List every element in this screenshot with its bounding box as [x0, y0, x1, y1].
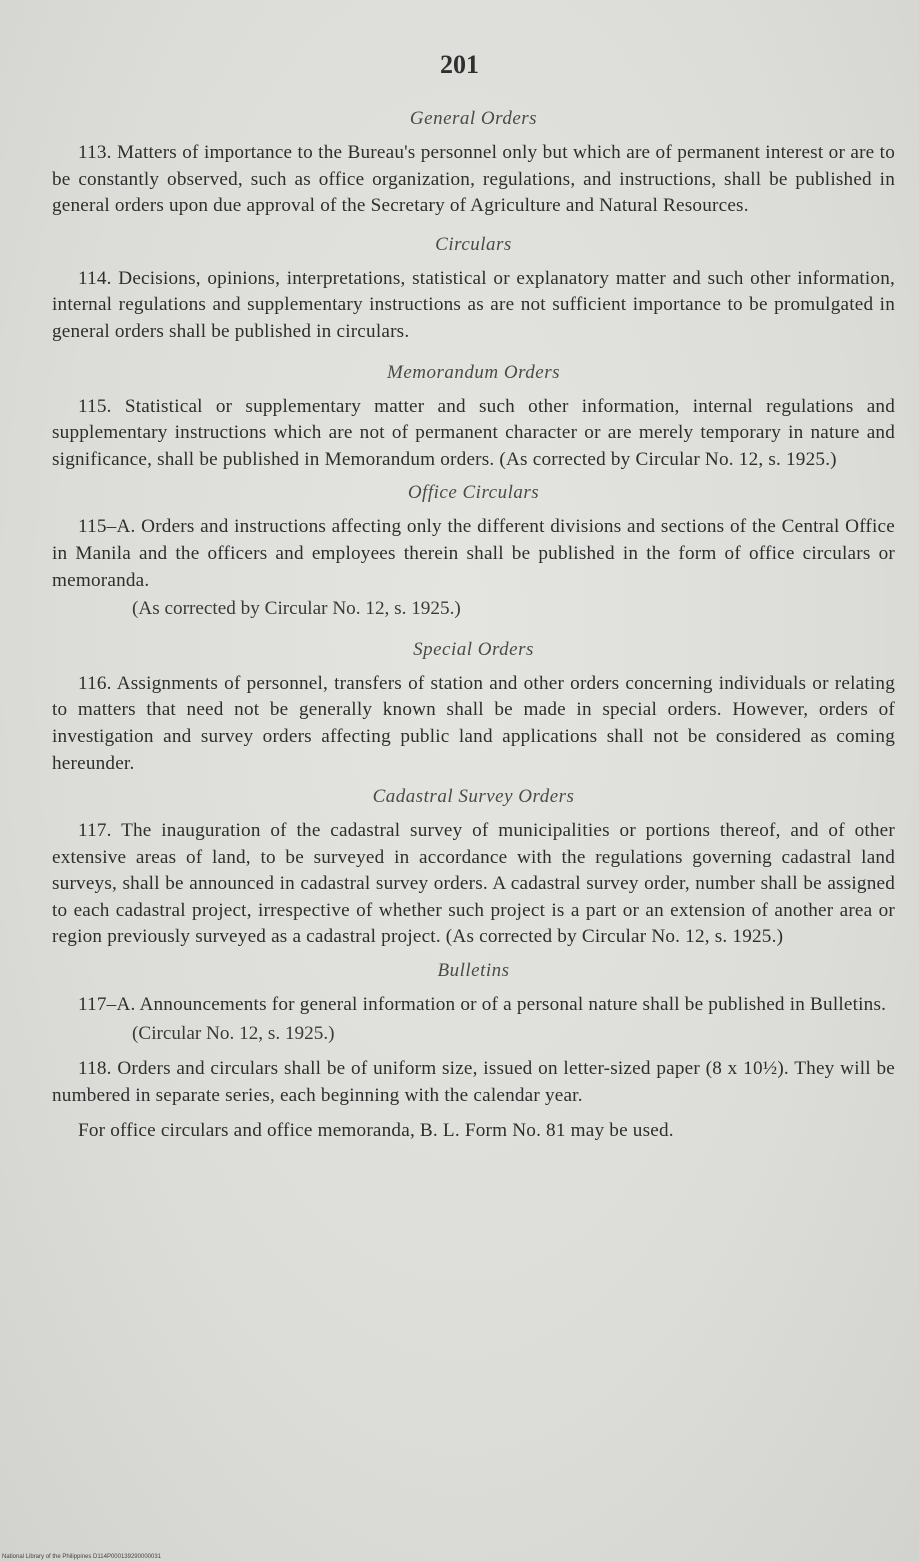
paragraph-115a: 115–A. Orders and instructions affecting only the different divisions and sections of the Central Office in Manila and the officers and employees therein shall be published in the form of office circulars or memoranda.: [52, 516, 895, 591]
paragraph-113: 113. Matters of importance to the Bureau's personnel only but which are of permanent interest or are to be constantly observed, such as office organization, regulations, and instructions, shall be published in general orders upon due approval of the Secretary of Agriculture and Natural Resources.: [52, 142, 895, 217]
heading-special-orders: Special Orders: [413, 638, 534, 660]
citation-115a: (As corrected by Circular No. 12, s. 1925.): [132, 598, 461, 620]
heading-bulletins: Bulletins: [437, 960, 510, 982]
paragraph-118: 118. Orders and circulars shall be of uniform size, issued on letter-sized paper (8 x 10½). They will be numbered in separate series, each beginning with the calendar year.: [52, 1058, 895, 1106]
paragraph-116: 116. Assignments of personnel, transfers of station and other orders concerning individuals or relating to matters that need not be generally known shall be made in special orders. However, orders of investigation and survey orders affecting public land applications shall not be considered as coming hereunder.: [52, 672, 895, 774]
heading-cadastral-survey-orders: Cadastral Survey Orders: [372, 786, 575, 808]
page-number: 201: [440, 50, 479, 79]
heading-general-orders: General Orders: [409, 108, 538, 129]
paragraph-117: 117. The inauguration of the cadastral survey of municipalities or portions thereof, and of other extensive areas of land, to be surveyed in accordance with the regulations governing cadastral land surveys, shall be announced in cadastral survey orders. A cadastral survey order, number shall be assigned to each cadastral project, irrespective of whether such project is a part or an extension of another area or region previously surveyed as a cadastral project. (As corrected by Circular No. 12, s. 1925.): [52, 820, 895, 948]
paragraph-115: 115. Statistical or supplementary matter and such other information, internal regulations and supplementary instructions which are not of permanent character or are merely temporary in nature and significance, shall be published in Memorandum orders. (As corrected by Circular No. 12, s. 1925.): [52, 395, 895, 470]
library-footer: National Library of the Philippines D114P000139290000031: [2, 1554, 162, 1560]
paragraph-117a: 117–A. Announcements for general information or of a personal nature shall be published in Bulletins.: [78, 994, 887, 1016]
heading-office-circulars: Office Circulars: [407, 482, 540, 504]
paragraph-114: 114. Decisions, opinions, interpretations, statistical or explanatory matter and such other information, internal regulations and supplementary instructions as are not sufficient importance to be promulgated in general orders shall be published in circulars.: [52, 267, 895, 342]
heading-circulars: Circulars: [435, 233, 512, 255]
page-content: [52, 98, 895, 1154]
heading-memorandum-orders: Memorandum Orders: [387, 361, 560, 383]
paragraph-final-note: For office circulars and office memoranda, B. L. Form No. 81 may be used.: [78, 1120, 674, 1142]
citation-117a: (Circular No. 12, s. 1925.): [132, 1022, 335, 1044]
